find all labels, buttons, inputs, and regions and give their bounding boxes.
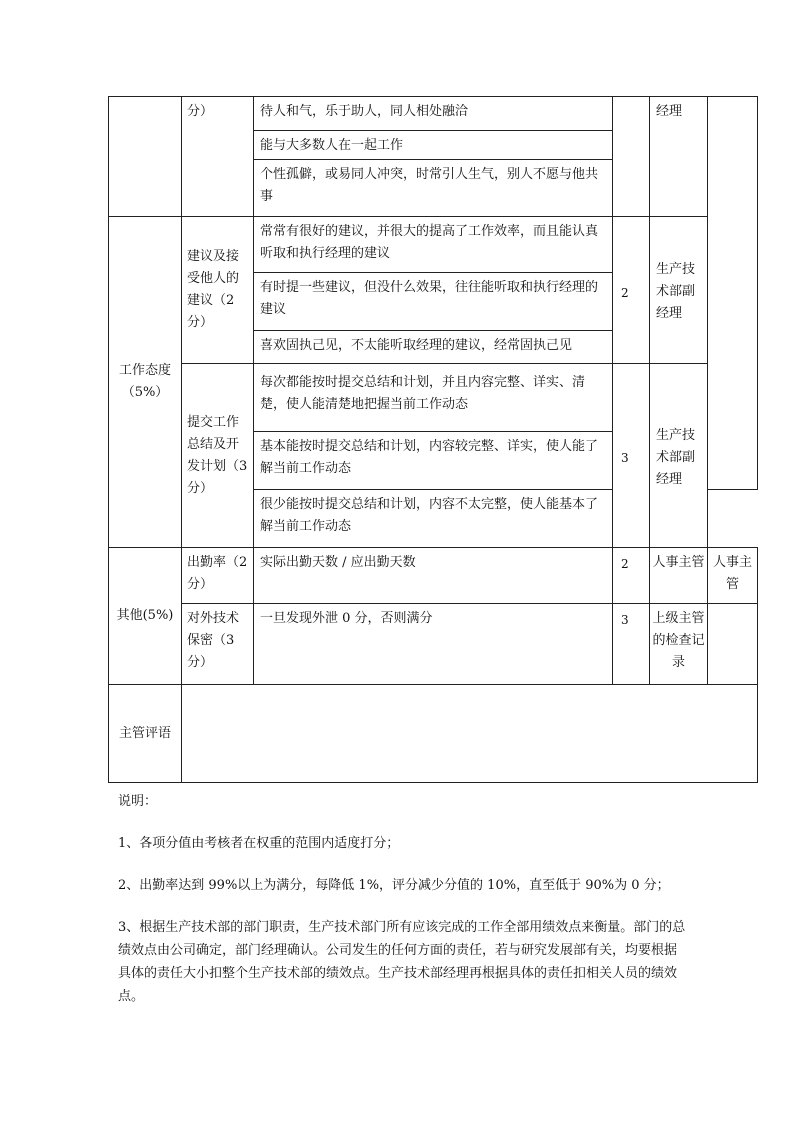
source-cell-empty [708, 604, 758, 685]
sub-item-secrecy: 对外技术保密（3分） [182, 604, 254, 685]
criteria-cell: 有时提一些建议，但没什么效果，往往能听取和执行经理的建议 [254, 272, 613, 331]
criteria-cell: 一旦发现外泄 0 分，否则满分 [254, 604, 613, 685]
criteria-cell: 喜欢固执己见，不太能听取经理的建议，经常固执己见 [254, 331, 613, 364]
source-cell: 人事主管 [708, 547, 758, 603]
category-other: 其他(5%) [109, 547, 182, 684]
sub-item-attendance: 出勤率（2分） [182, 547, 254, 603]
dept-cell: 生产技术部副经理 [650, 217, 708, 364]
source-cell-empty [708, 97, 758, 490]
dept-cell: 上级主管的检查记录 [650, 604, 708, 685]
dept-cell: 人事主管 [650, 547, 708, 603]
assessment-table [108, 96, 758, 783]
score-cell: 3 [613, 364, 650, 548]
score-cell: 2 [613, 547, 650, 603]
criteria-cell: 实际出勤天数 / 应出勤天数 [254, 547, 613, 603]
dept-cell: 生产技术部副经理 [650, 364, 708, 548]
score-cell: 3 [613, 604, 650, 685]
notes-title: 说明： [118, 794, 158, 809]
score-cell [613, 97, 650, 217]
criteria-cell: 很少能按时提交总结和计划，内容不太完整，使人能基本了解当前工作动态 [254, 490, 613, 548]
score-cell: 2 [613, 217, 650, 364]
note-item: 1、各项分值由考核者在权重的范围内适度打分； [118, 836, 400, 851]
supervisor-comment-field[interactable] [182, 685, 758, 783]
criteria-cell: 每次都能按时提交总结和计划，并且内容完整、详实、清楚，使人能清楚地把握当前工作动态 [254, 364, 613, 432]
note-item: 3、根据生产技术部的部门职责，生产技术部门所有应该完成的工作全部用绩效点来衡量。部门的总绩效点由公司确定，部门经理确认。公司发生的任何方面的责任，若与研究发展部有关，均要根据具体的责任大小扣整个生产技术部的绩效点。生产技术部经理再根据具体的责任扣相关人员的绩效点。 [118, 920, 686, 1004]
criteria-cell: 常常有很好的建议，并很大的提高了工作效率，而且能认真听取和执行经理的建议 [254, 217, 613, 272]
sub-item-suggestions: 建议及接受他人的建议（2分） [182, 217, 254, 364]
category-cell-continued [109, 97, 182, 217]
criteria-cell: 待人和气，乐于助人，同人相处融洽 [254, 97, 613, 131]
note-item: 2、出勤率达到 99%以上为满分，每降低 1%，评分减少分值的 10%，直至低于 90%为 0 分； [118, 878, 670, 893]
sub-item-work-summary: 提交工作总结及开发计划（3分） [182, 364, 254, 548]
dept-cell: 经理 [650, 97, 708, 217]
criteria-cell: 能与大多数人在一起工作 [254, 131, 613, 159]
category-work-attitude: 工作态度（5%） [109, 217, 182, 548]
sub-item-continued: 分） [182, 97, 254, 217]
criteria-cell: 基本能按时提交总结和计划，内容较完整、详实，使人能了解当前工作动态 [254, 431, 613, 490]
criteria-cell: 个性孤僻，或易同人冲突，时常引人生气，别人不愿与他共事 [254, 159, 613, 217]
supervisor-comment-label: 主管评语 [109, 685, 182, 783]
